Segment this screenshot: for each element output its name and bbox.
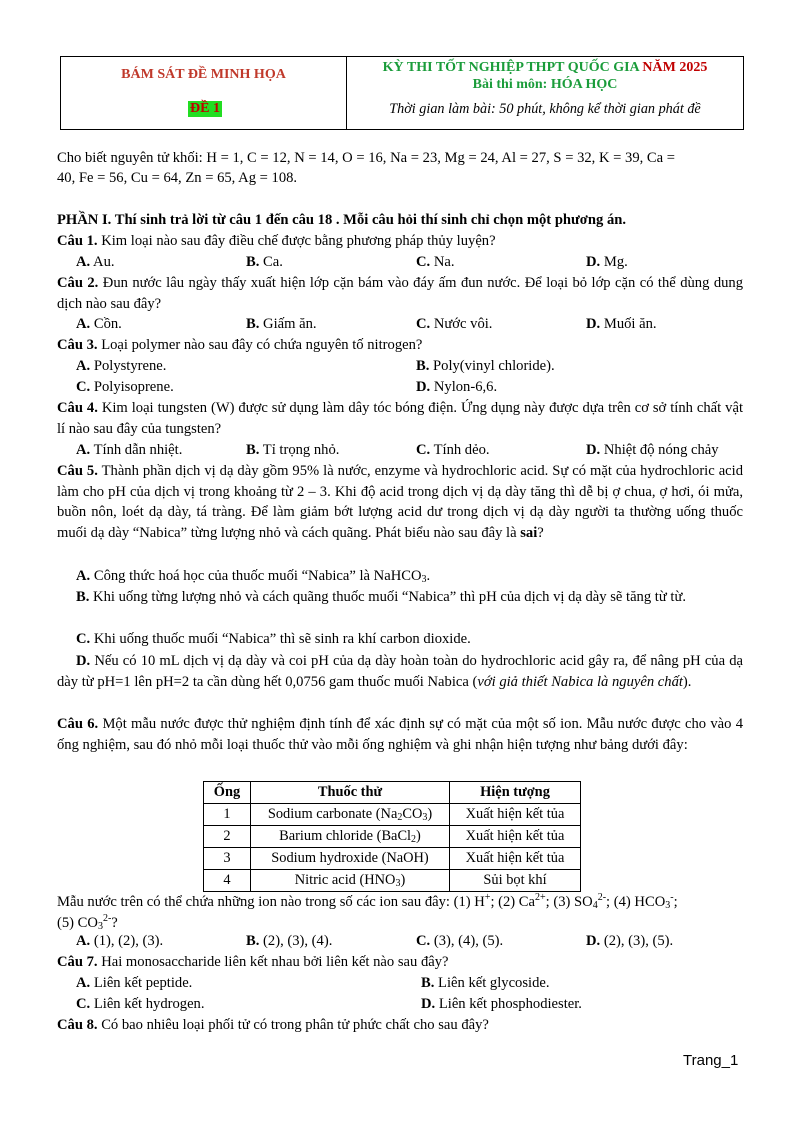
- table-row: [204, 848, 581, 870]
- q4-option-c: C. Tính dẻo.: [416, 442, 490, 458]
- table-cell: Barium chloride (BaCl$_2$): [251, 826, 450, 848]
- header-right-cell: [347, 57, 743, 129]
- q6-ions-text: Mẫu nước trên có thể chứa những ion nào trong số các ion sau đây: (1) H+; (2) $Ca^{2+}$; (3) $SO_4^{2-}$; (4) $HCO_3^-$;: [57, 892, 678, 911]
- table-cell: Sodium carbonate $(Na_2CO_3)$: [251, 804, 450, 826]
- q4-option-d: D. Nhiệt độ nóng chảy: [586, 442, 719, 458]
- exam-code-badge: ĐỀ 1: [190, 101, 220, 116]
- table-cell: Xuất hiện kết tủa: [450, 804, 581, 826]
- table-cell: Sủi bọt khí: [450, 870, 581, 892]
- header-left-cell: [61, 57, 347, 129]
- question-5: Câu 5. Thành phần dịch vị dạ dày gồm 95% là nước, enzyme và hydrochloric acid. Sự có mặt của hydrochloric acid làm cho pH của dịch vị trong khoảng từ 2 – 3. Khi độ acid trong dịch vị dạ dày tăng thì dễ bị ợ chua, ợ hơi, ói mửa, buồn nôn, loét dạ dày, tá tràng. Để làm giảm bớt lượng acid dư trong dịch vị dạ dày người ta thường uống thuốc muối dạ dày “Nabica” từng lượng nhỏ và cách quãng. Phát biểu nào sau đây là sai?: [57, 463, 744, 541]
- q7-option-d: D. Liên kết phosphodiester.: [421, 996, 582, 1012]
- q3-option-d: D. Nylon-6,6.: [416, 379, 498, 395]
- q2-option-c: C. Nước vôi.: [416, 316, 493, 332]
- exam-title: KỲ THI TỐT NGHIỆP THPT QUỐC GIA NĂM 2025: [382, 60, 708, 75]
- q6-option-a: A. (1), (2), (3).: [76, 933, 164, 949]
- q6-option-c: C. (3), (4), (5).: [416, 933, 504, 949]
- q5-option-b: B. Khi uống từng lượng nhỏ và cách quãng thuốc muối “Nabica” thì pH của dịch vị dạ dày sẽ tăng từ từ.: [76, 589, 687, 605]
- q3-option-b: B. Poly(vinyl chloride).: [416, 358, 555, 374]
- q2-option-a: A. Cồn.: [76, 316, 122, 332]
- q5-option-a: A. Công thức hoá học của thuốc muối “Nabica” là NaHCO$_3$.: [76, 568, 431, 585]
- question-3: Câu 3. Loại polymer nào sau đây có chứa nguyên tố nitrogen?: [57, 337, 423, 353]
- atomic-masses-line-2: 40, Fe = 56, Cu = 64, Zn = 65, Ag = 108.: [57, 170, 298, 186]
- q7-option-a: A. Liên kết peptide.: [76, 975, 193, 991]
- q4-option-a: A. Tính dẫn nhiệt.: [76, 442, 183, 458]
- table-cell: Nitric acid $(HNO_3)$: [251, 870, 450, 892]
- question-1: Câu 1. Kim loại nào sau đây điều chế được bằng phương pháp thủy luyện?: [57, 233, 496, 249]
- q6-option-b: B. (2), (3), (4).: [246, 933, 333, 949]
- q6-ions-text-cont: (5) $CO_3^{2-}$?: [57, 913, 118, 932]
- th-reagent: Thuốc thử: [251, 782, 450, 804]
- q5-option-c: C. Khi uống thuốc muối “Nabica” thì sẽ sinh ra khí carbon dioxide.: [76, 631, 471, 647]
- question-4: Câu 4. Kim loại tungsten (W) được sử dụng làm dây tóc bóng điện. Ứng dụng này được dựa trên cơ sở tính chất vật lí nào sau đây của tungsten?: [57, 400, 743, 437]
- q1-option-d: D. Mg.: [586, 254, 628, 270]
- q3-option-c: C. Polyisoprene.: [76, 379, 174, 395]
- table-cell: Xuất hiện kết tủa: [450, 826, 581, 848]
- q1-option-a: A. Au.: [76, 254, 115, 270]
- q7-option-b: B. Liên kết glycoside.: [421, 975, 550, 991]
- q1-option-b: B. Ca.: [246, 254, 283, 270]
- q4-option-b: B. Tỉ trọng nhỏ.: [246, 442, 340, 458]
- q5-option-d: D. Nếu có 10 mL dịch vị dạ dày và coi pH của dạ dày hoàn toàn do hydrochloric acid gây ra, để nâng pH của dạ dày từ pH=1 lên pH=2 ta cần dùng hết 0,0756 gam thuốc muối Nabica (với giả thiết Nabica là nguyên chất).: [57, 653, 743, 690]
- table-cell: 4: [204, 870, 251, 892]
- atomic-masses-line-1: Cho biết nguyên tử khối: H = 1, C = 12, N = 14, O = 16, Na = 23, Mg = 24, Al = 27, S = 32, K = 39, Ca =: [57, 150, 676, 166]
- question-6: Câu 6. Một mẫu nước được thử nghiệm định tính để xác định sự có mặt của một số ion. Mẫu nước được cho vào 4 ống nghiệm, sau đó nhỏ mỗi loại thuốc thử vào mỗi ống nghiệm và ghi nhận hiện tượng như bảng dưới đây:: [57, 716, 743, 753]
- q3-option-a: A. Polystyrene.: [76, 358, 167, 374]
- table-cell: Sodium hydroxide (NaOH): [251, 848, 450, 870]
- page-number: Trang_1: [683, 1052, 739, 1069]
- th-tube: Ống: [204, 782, 251, 804]
- q6-reagent-table: [203, 781, 581, 892]
- exam-time: Thời gian làm bài: 50 phút, không kể thời gian phát đề: [389, 101, 701, 117]
- q2-option-d: D. Muối ăn.: [586, 316, 657, 332]
- table-header-row: [204, 782, 581, 804]
- th-phenomenon: Hiện tượng: [450, 782, 581, 804]
- q1-option-c: C. Na.: [416, 254, 455, 270]
- question-2: Câu 2. Đun nước lâu ngày thấy xuất hiện lớp cặn bám vào đáy ấm đun nước. Để loại bỏ lớp cặn có thể dùng dung dịch nào sau đây?: [57, 275, 744, 312]
- exam-subject: Bài thi môn: HÓA HỌC: [472, 77, 618, 92]
- table-row: [204, 826, 581, 848]
- table-cell: 2: [204, 826, 251, 848]
- table-cell: Xuất hiện kết tủa: [450, 848, 581, 870]
- table-cell: 1: [204, 804, 251, 826]
- table-row: [204, 804, 581, 826]
- part-1-heading: PHẦN I. Thí sinh trả lời từ câu 1 đến câu 18 . Mỗi câu hỏi thí sinh chỉ chọn một phương án.: [57, 212, 627, 228]
- table-cell: 3: [204, 848, 251, 870]
- question-7: Câu 7. Hai monosaccharide liên kết nhau bởi liên kết nào sau đây?: [57, 954, 449, 970]
- header-left-title: BÁM SÁT ĐỀ MINH HỌA: [121, 67, 286, 82]
- exam-header: [60, 56, 744, 130]
- q6-option-d: D. (2), (3), (5).: [586, 933, 674, 949]
- q7-option-c: C. Liên kết hydrogen.: [76, 996, 205, 1012]
- question-8: Câu 8. Có bao nhiêu loại phối tử có trong phân tử phức chất cho sau đây?: [57, 1017, 489, 1033]
- q2-option-b: B. Giấm ăn.: [246, 316, 317, 332]
